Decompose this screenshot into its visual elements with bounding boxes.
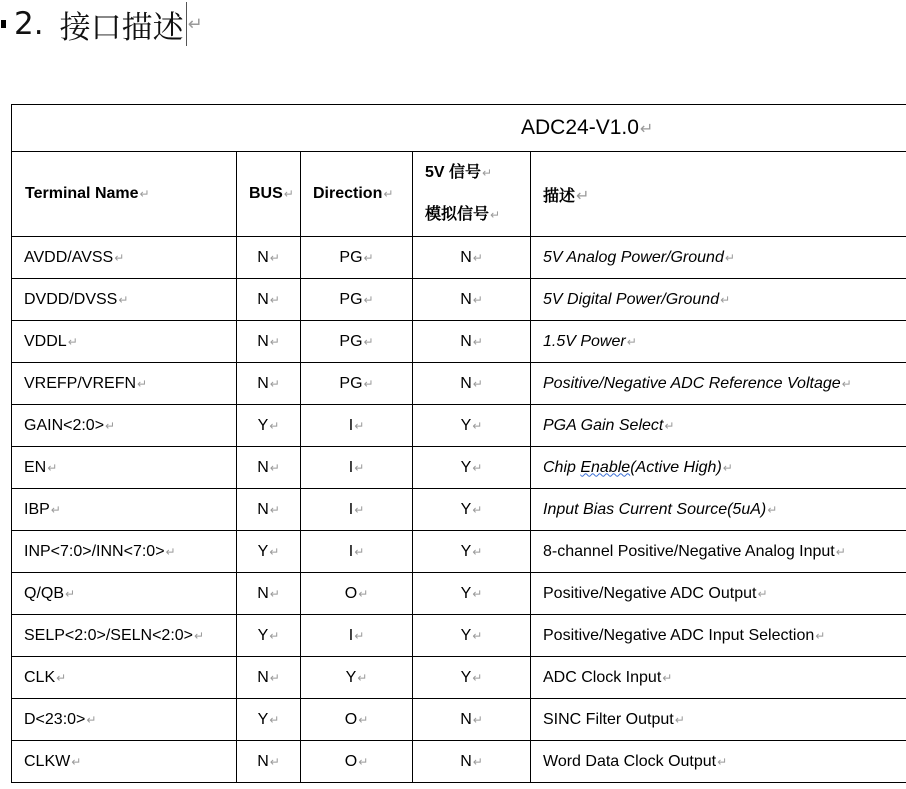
heading-title: 接口描述: [59, 9, 184, 46]
cell-bus-text: N: [257, 752, 269, 770]
cell-signal: [413, 279, 531, 321]
cell-description-text: Positive/Negative ADC Output: [543, 584, 757, 602]
paragraph-mark-icon: ↵: [269, 544, 280, 559]
paragraph-mark-icon: ↵: [664, 418, 675, 433]
cell-description-text: Input Bias Current Source(5uA): [543, 500, 767, 518]
paragraph-mark-icon: ↵: [472, 418, 483, 433]
paragraph-mark-icon: ↵: [717, 754, 728, 769]
paragraph-mark-icon: ↵: [363, 292, 374, 307]
cell-bus-text: Y: [257, 542, 269, 560]
cell-bus: [237, 741, 301, 783]
cell-direction: [301, 321, 413, 363]
cell-description-text: Chip Enable(Active High): [543, 458, 722, 476]
table-row: [12, 363, 906, 405]
paragraph-mark-icon: ↵: [472, 292, 483, 307]
cell-signal-text: Y: [460, 542, 472, 560]
cell-bus: [237, 279, 301, 321]
paragraph-mark-icon: ↵: [662, 670, 673, 685]
cell-bus-text: N: [257, 332, 269, 350]
table-title: ADC24-V1.0: [521, 116, 639, 139]
cell-description: [531, 615, 906, 657]
cell-bus-text: N: [257, 290, 269, 308]
cell-signal: [413, 447, 531, 489]
cell-bus: [237, 657, 301, 699]
cell-direction-text: PG: [339, 332, 363, 350]
cell-signal: [413, 321, 531, 363]
paragraph-mark-icon: ↵: [354, 628, 365, 643]
paragraph-mark-icon: ↵: [187, 13, 203, 35]
table-row: [12, 237, 906, 279]
interface-table: [11, 104, 906, 783]
cell-description: [531, 699, 906, 741]
paragraph-mark-icon: ↵: [363, 376, 374, 391]
header-signal-line1-text: 5V 信号: [425, 164, 482, 181]
paragraph-mark-icon: ↵: [358, 586, 369, 601]
header-direction-text: Direction: [313, 185, 383, 202]
cell-description-text: 1.5V Power: [543, 332, 626, 350]
paragraph-mark-icon: ↵: [269, 376, 280, 391]
cell-bus-text: N: [257, 500, 269, 518]
paragraph-mark-icon: ↵: [269, 628, 280, 643]
paragraph-mark-icon: ↵: [357, 670, 368, 685]
paragraph-mark-icon: ↵: [576, 187, 590, 205]
cell-bus: [237, 321, 301, 363]
cell-direction: [301, 489, 413, 531]
cell-terminal-name: [12, 489, 237, 531]
cell-description-text: ADC Clock Input: [543, 668, 662, 686]
table-title-row: [12, 105, 906, 152]
paragraph-mark-icon: ↵: [47, 460, 58, 475]
cell-terminal-name-text: CLKW: [24, 752, 71, 770]
cell-bus: [237, 573, 301, 615]
cell-terminal-name: [12, 321, 237, 363]
cell-description: [531, 405, 906, 447]
cell-signal: [413, 489, 531, 531]
paragraph-mark-icon: ↵: [114, 250, 125, 265]
header-signal-line1: [425, 152, 530, 194]
cell-direction-text: O: [344, 584, 358, 602]
cell-terminal-name: [12, 363, 237, 405]
paragraph-mark-icon: ↵: [269, 334, 280, 349]
paragraph-mark-icon: ↵: [722, 460, 733, 475]
paragraph-mark-icon: ↵: [269, 250, 280, 265]
paragraph-mark-icon: ↵: [71, 754, 82, 769]
paragraph-mark-icon: ↵: [65, 586, 76, 601]
paragraph-mark-icon: ↵: [105, 418, 116, 433]
cell-terminal-name: [12, 279, 237, 321]
text-cursor: [186, 2, 187, 46]
cell-description: [531, 489, 906, 531]
cell-signal-text: Y: [460, 626, 472, 644]
cell-bus: [237, 615, 301, 657]
paragraph-mark-icon: ↵: [363, 250, 374, 265]
cell-direction-text: O: [344, 752, 358, 770]
cell-direction: [301, 699, 413, 741]
cell-description: [531, 447, 906, 489]
cell-direction-text: I: [348, 458, 354, 476]
cell-signal: [413, 573, 531, 615]
paragraph-mark-icon: ↵: [354, 544, 365, 559]
cell-bus-text: N: [257, 374, 269, 392]
paragraph-mark-icon: ↵: [835, 544, 846, 559]
cell-signal: [413, 363, 531, 405]
cell-bus: [237, 447, 301, 489]
paragraph-mark-icon: ↵: [472, 670, 483, 685]
cell-direction-text: I: [348, 542, 354, 560]
cell-description-text: 5V Analog Power/Ground: [543, 248, 724, 266]
cell-bus: [237, 363, 301, 405]
header-terminal-name-text: Terminal Name: [25, 185, 139, 202]
cell-direction: [301, 405, 413, 447]
paragraph-mark-icon: ↵: [674, 712, 685, 727]
cell-signal-text: N: [460, 290, 472, 308]
cell-description: [531, 279, 906, 321]
table-title-cell: [12, 105, 906, 152]
cell-terminal-name: [12, 531, 237, 573]
cell-signal-text: Y: [460, 500, 472, 518]
paragraph-mark-icon: ↵: [137, 376, 148, 391]
table-row: [12, 573, 906, 615]
cell-direction: [301, 573, 413, 615]
heading-number: 2.: [14, 6, 44, 42]
paragraph-mark-icon: ↵: [363, 334, 374, 349]
cell-terminal-name-text: VREFP/VREFN: [24, 374, 137, 392]
paragraph-mark-icon: ↵: [841, 376, 852, 391]
cell-description: [531, 321, 906, 363]
paragraph-mark-icon: ↵: [194, 628, 205, 643]
cell-description-text: Positive/Negative ADC Input Selection: [543, 626, 815, 644]
paragraph-mark-icon: ↵: [472, 250, 483, 265]
header-terminal-name: [12, 152, 237, 237]
cell-direction-text: I: [348, 626, 354, 644]
table-row: [12, 699, 906, 741]
cell-direction-text: PG: [339, 290, 363, 308]
cell-bus: [237, 237, 301, 279]
header-description-text: 描述: [543, 187, 576, 205]
cell-description-text: PGA Gain Select: [543, 416, 664, 434]
cell-direction: [301, 363, 413, 405]
cell-signal-text: Y: [460, 668, 472, 686]
cell-bus: [237, 531, 301, 573]
cell-description: [531, 363, 906, 405]
cell-direction: [301, 657, 413, 699]
cell-signal: [413, 741, 531, 783]
cell-bus: [237, 405, 301, 447]
cell-description: [531, 657, 906, 699]
table-row: [12, 447, 906, 489]
cell-description-text: 8-channel Positive/Negative Analog Input: [543, 542, 835, 560]
paragraph-mark-icon: ↵: [720, 292, 731, 307]
table-row: [12, 405, 906, 447]
table-row: [12, 741, 906, 783]
paragraph-mark-icon: ↵: [815, 628, 826, 643]
paragraph-mark-icon: ↵: [472, 334, 483, 349]
cell-bus-text: N: [257, 458, 269, 476]
paragraph-mark-icon: ↵: [472, 460, 483, 475]
paragraph-mark-icon: ↵: [482, 166, 493, 180]
cell-terminal-name-text: SELP<2:0>/SELN<2:0>: [24, 626, 194, 644]
cell-direction-text: PG: [339, 248, 363, 266]
paragraph-mark-icon: ↵: [472, 712, 483, 727]
cell-signal-text: N: [460, 332, 472, 350]
cell-signal-text: Y: [460, 584, 472, 602]
cell-terminal-name: [12, 447, 237, 489]
cell-terminal-name: [12, 237, 237, 279]
cell-terminal-name: [12, 573, 237, 615]
paragraph-mark-icon: ↵: [358, 712, 369, 727]
cell-signal-text: N: [460, 752, 472, 770]
header-direction: [301, 152, 413, 237]
cell-bus-text: N: [257, 248, 269, 266]
cell-description: [531, 573, 906, 615]
cell-terminal-name-text: IBP: [24, 500, 50, 518]
paragraph-mark-icon: ↵: [626, 334, 637, 349]
cell-terminal-name: [12, 405, 237, 447]
paragraph-mark-icon: ↵: [118, 292, 129, 307]
cell-terminal-name-text: VDDL: [24, 332, 67, 350]
cell-bus-text: Y: [257, 626, 269, 644]
table-row: [12, 657, 906, 699]
header-bus-text: BUS: [249, 185, 283, 202]
paragraph-mark-icon: ↵: [269, 460, 280, 475]
paragraph-mark-icon: ↵: [472, 586, 483, 601]
cell-direction: [301, 279, 413, 321]
cell-signal-text: N: [460, 248, 472, 266]
cell-bus-text: N: [257, 584, 269, 602]
paragraph-mark-icon: ↵: [767, 502, 778, 517]
paragraph-mark-icon: ↵: [86, 712, 97, 727]
cell-description-text: Word Data Clock Output: [543, 752, 717, 770]
cell-signal-text: Y: [460, 416, 472, 434]
cell-terminal-name-text: Q/QB: [24, 584, 65, 602]
table-row: [12, 615, 906, 657]
cell-direction-text: I: [348, 500, 354, 518]
paragraph-mark-icon: ↵: [50, 502, 61, 517]
cell-terminal-name-text: D<23:0>: [24, 710, 86, 728]
cell-terminal-name-text: AVDD/AVSS: [24, 248, 114, 266]
cell-signal: [413, 405, 531, 447]
paragraph-mark-icon: ↵: [269, 418, 280, 433]
header-signal: [413, 152, 531, 237]
cell-bus: [237, 699, 301, 741]
paragraph-mark-icon: ↵: [383, 187, 394, 201]
cell-signal-text: N: [460, 374, 472, 392]
cell-direction: [301, 237, 413, 279]
cell-description-text: Positive/Negative ADC Reference Voltage: [543, 374, 841, 392]
paragraph-mark-icon: ↵: [269, 754, 280, 769]
cell-bus: [237, 489, 301, 531]
cell-direction-text: PG: [339, 374, 363, 392]
paragraph-mark-icon: ↵: [757, 586, 768, 601]
paragraph-mark-icon: ↵: [269, 502, 280, 517]
paragraph-mark-icon: ↵: [139, 187, 150, 201]
cell-description-text: 5V Digital Power/Ground: [543, 290, 720, 308]
cell-terminal-name: [12, 657, 237, 699]
cell-description: [531, 531, 906, 573]
cell-direction-text: Y: [345, 668, 357, 686]
paragraph-mark-icon: ↵: [639, 121, 654, 138]
paragraph-mark-icon: ↵: [354, 418, 365, 433]
cell-bus-text: Y: [257, 416, 269, 434]
table-row: [12, 279, 906, 321]
cell-terminal-name-text: DVDD/DVSS: [24, 290, 118, 308]
cell-signal: [413, 615, 531, 657]
paragraph-mark-icon: ↵: [283, 187, 294, 201]
paragraph-mark-icon: ↵: [56, 670, 67, 685]
cell-signal-text: Y: [460, 458, 472, 476]
paragraph-mark-icon: ↵: [354, 502, 365, 517]
cell-signal: [413, 237, 531, 279]
paragraph-mark-icon: ↵: [724, 250, 735, 265]
table-row: [12, 531, 906, 573]
cell-terminal-name-text: CLK: [24, 668, 56, 686]
paragraph-mark-icon: ↵: [472, 544, 483, 559]
cell-direction-text: O: [344, 710, 358, 728]
cell-terminal-name: [12, 741, 237, 783]
paragraph-mark-icon: ↵: [472, 502, 483, 517]
paragraph-mark-icon: ↵: [358, 754, 369, 769]
cell-direction: [301, 531, 413, 573]
paragraph-mark-icon: ↵: [354, 460, 365, 475]
paragraph-mark-icon: ↵: [269, 586, 280, 601]
cell-bus-text: N: [257, 668, 269, 686]
paragraph-mark-icon: ↵: [67, 334, 78, 349]
cell-direction: [301, 447, 413, 489]
cell-terminal-name-text: EN: [24, 458, 47, 476]
paragraph-mark-icon: ↵: [472, 628, 483, 643]
cell-direction-text: I: [348, 416, 354, 434]
header-signal-line2-text: 模拟信号: [425, 206, 490, 223]
section-heading: [0, 0, 203, 48]
header-description: [531, 152, 906, 237]
paragraph-mark-icon: ↵: [269, 292, 280, 307]
cell-description-text: SINC Filter Output: [543, 710, 674, 728]
cell-signal-text: N: [460, 710, 472, 728]
cell-terminal-name-text: GAIN<2:0>: [24, 416, 105, 434]
spellcheck-underline: Enable: [580, 458, 631, 476]
cell-terminal-name-text: INP<7:0>/INN<7:0>: [24, 542, 165, 560]
cell-direction: [301, 615, 413, 657]
paragraph-mark-icon: ↵: [472, 376, 483, 391]
cell-direction: [301, 741, 413, 783]
cell-terminal-name: [12, 699, 237, 741]
cell-bus-text: Y: [257, 710, 269, 728]
paragraph-mark-icon: ↵: [269, 712, 280, 727]
paragraph-mark-icon: ↵: [490, 208, 501, 222]
paragraph-mark-icon: ↵: [269, 670, 280, 685]
header-bus: [237, 152, 301, 237]
table-row: [12, 321, 906, 363]
cell-signal: [413, 657, 531, 699]
cell-terminal-name: [12, 615, 237, 657]
cell-signal: [413, 699, 531, 741]
heading-bullet: [1, 20, 6, 28]
table-header-row: [12, 152, 906, 237]
table-row: [12, 489, 906, 531]
cell-description: [531, 741, 906, 783]
header-signal-line2: [425, 194, 530, 236]
paragraph-mark-icon: ↵: [165, 544, 176, 559]
cell-description: [531, 237, 906, 279]
paragraph-mark-icon: ↵: [472, 754, 483, 769]
cell-signal: [413, 531, 531, 573]
